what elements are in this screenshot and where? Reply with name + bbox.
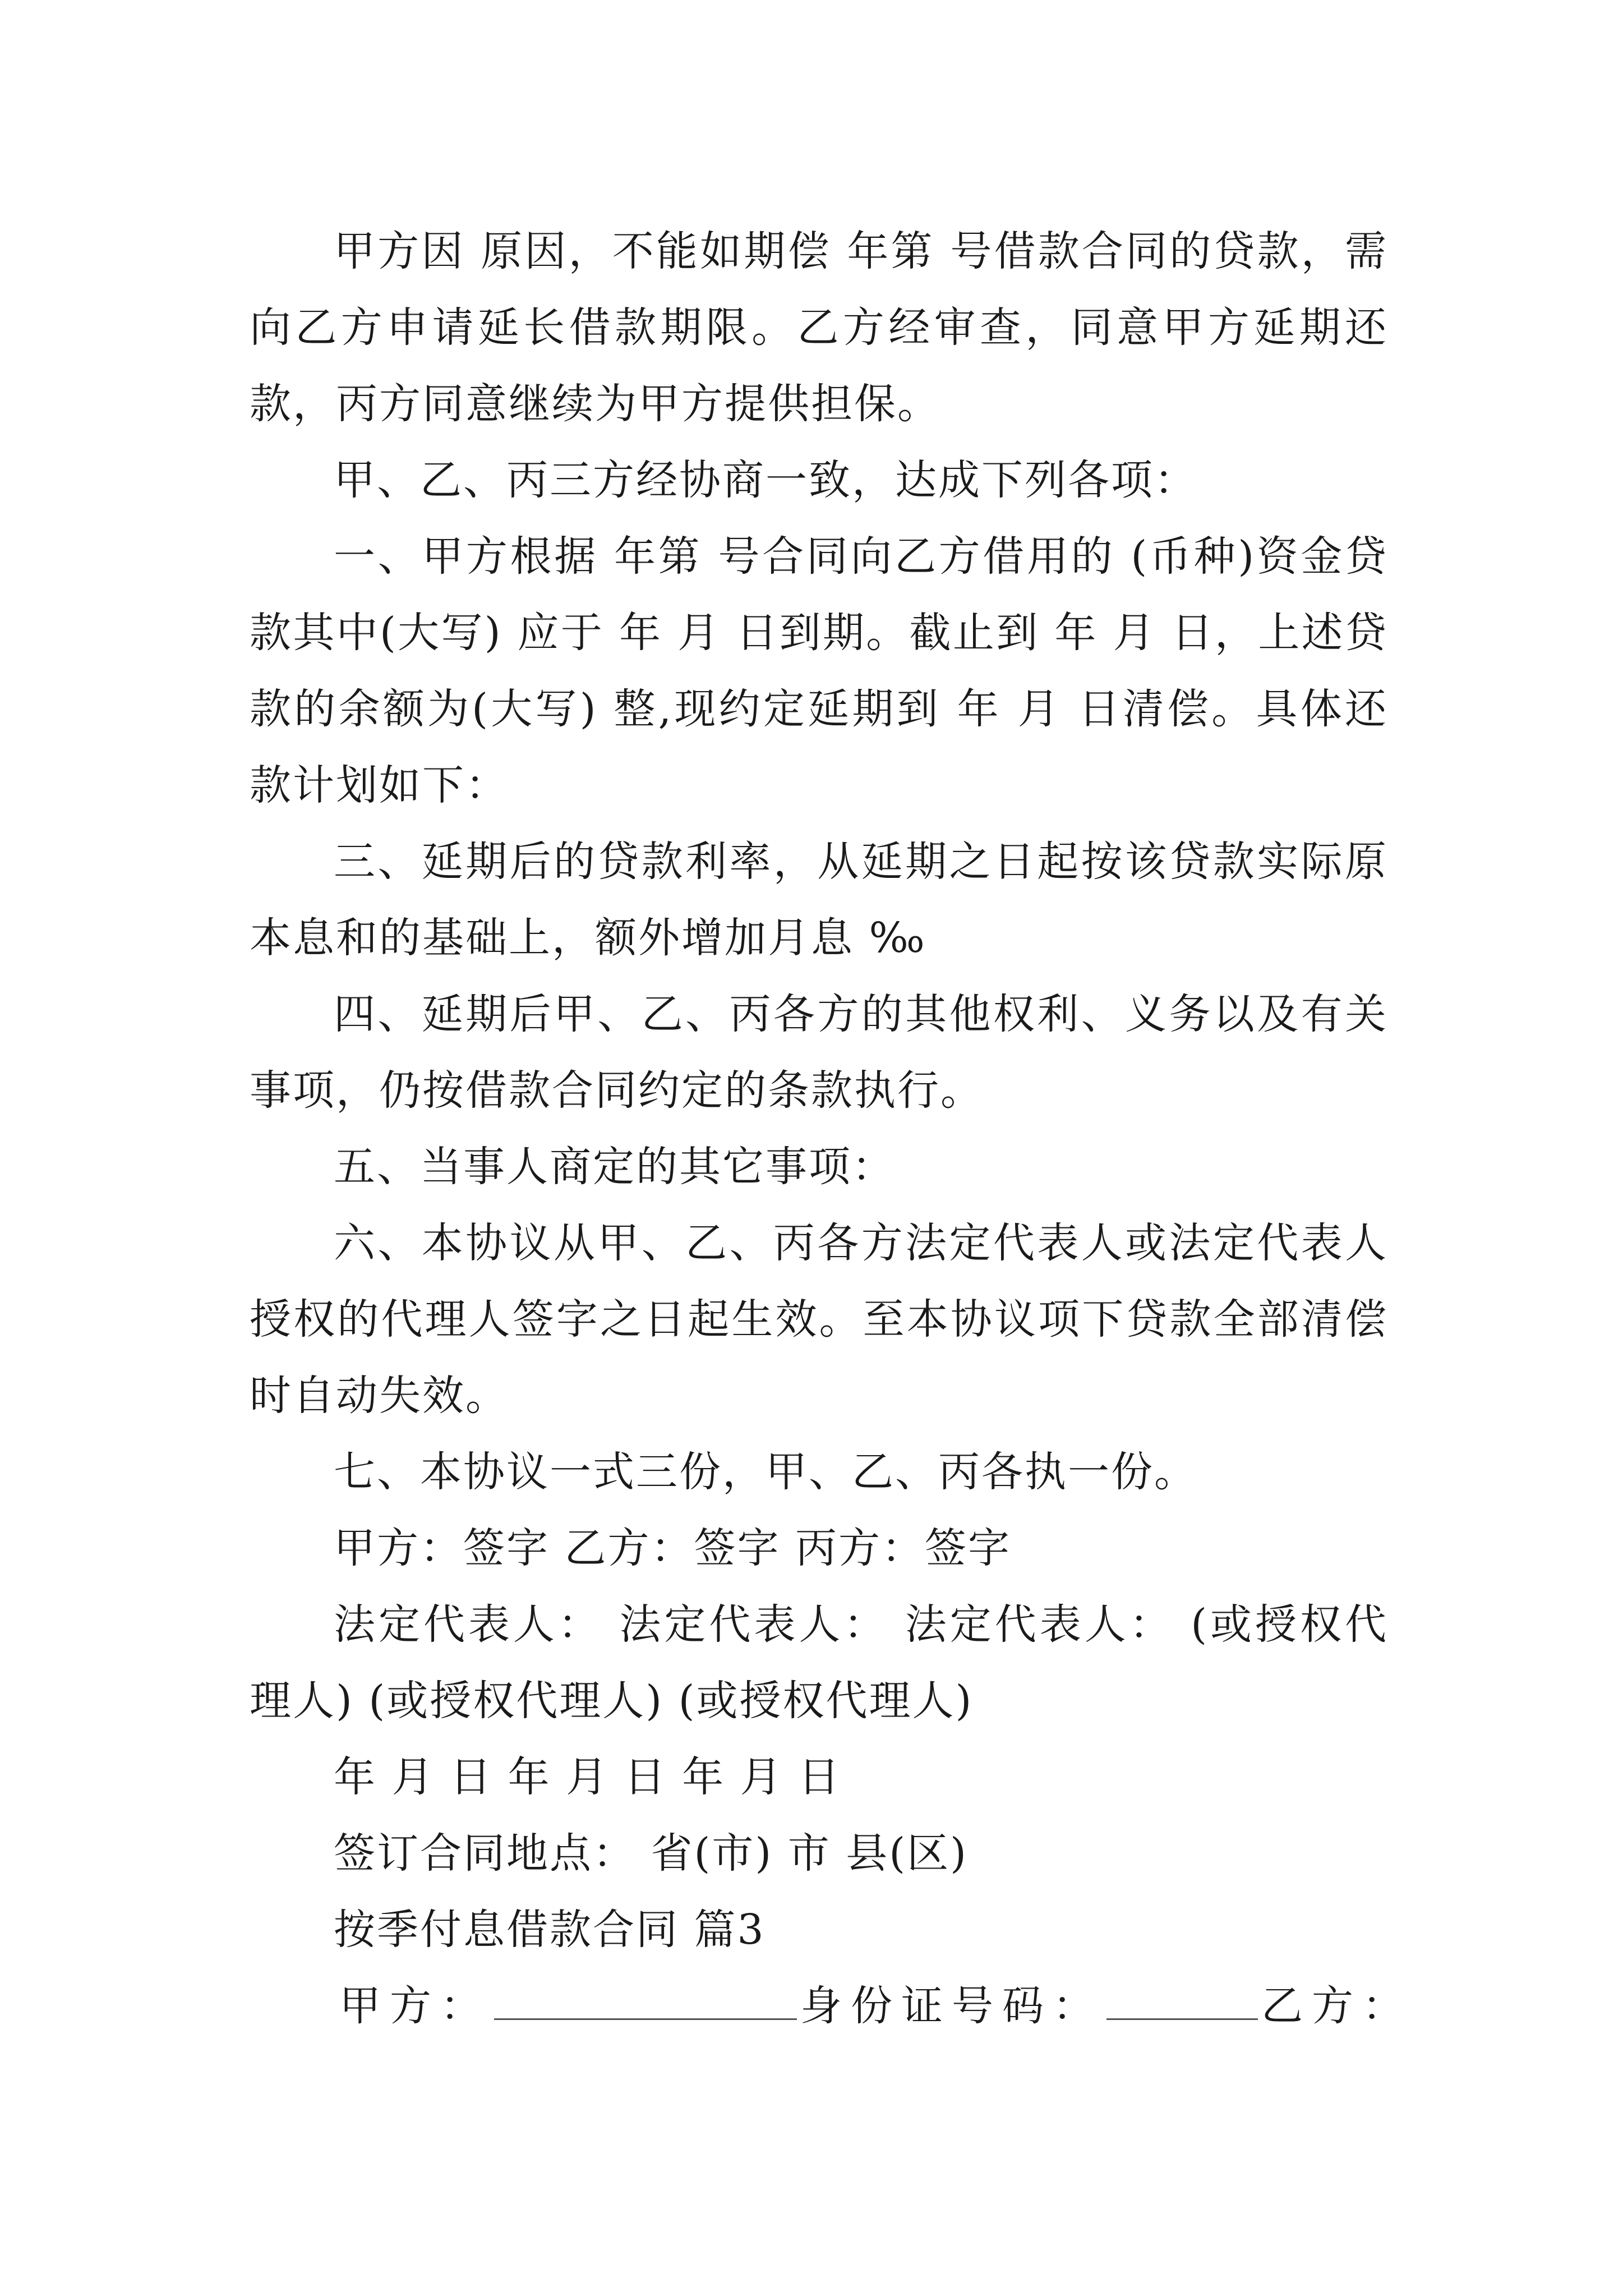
party-info-line [250,1968,1413,2044]
paragraph-signatures: 甲方：签字 乙方：签字 丙方：签字 [334,1524,1012,1572]
paragraph-legal-representatives: 法定代表人： 法定代表人： 法定代表人： (或授权代理人) (或授权代理人) (或授权代理人) [250,1600,1388,1725]
party-b-label: 乙方： [1261,1982,1413,2030]
section-heading-contract-3: 按季付息借款合同 篇3 [334,1906,766,1954]
party-a-label: 甲方： [339,1982,491,2030]
paragraph-clause-6: 六、本协议从甲、乙、丙各方法定代表人或法定代表人授权的代理人签字之日起生效。至本协议项下贷款全部清偿时自动失效。 [250,1219,1388,1420]
paragraph-clause-7: 七、本协议一式三份，甲、乙、丙各执一份。 [334,1448,1197,1496]
paragraph-clause-3: 三、延期后的贷款利率，从延期之日起按该贷款实际原本息和的基础上，额外增加月息 ‰ [250,838,1388,962]
id-number-blank [1106,1985,1258,2020]
paragraph-clause-4: 四、延期后甲、乙、丙各方的其他权利、义务以及有关事项，仍按借款合同约定的条款执行。 [250,990,1388,1115]
paragraph-signing-dates: 年 月 日 年 月 日 年 月 日 [334,1753,842,1801]
paragraph-clause-5: 五、当事人商定的其它事项： [334,1143,895,1191]
document-page [250,213,1413,2044]
paragraph-signing-place: 签订合同地点： 省(市) 市 县(区) [334,1829,969,1878]
paragraph-clause-1: 一、甲方根据 年第 号合同向乙方借用的 (币种)资金贷款其中(大写) 应于 年 月 日到期。截止到 年 月 日，上述贷款的余额为(大写) 整,现约定延期到 年 月 日清偿。具体还款计划如下： [250,532,1388,809]
paragraph-agreement-intro: 甲、乙、丙三方经协商一致，达成下列各项： [334,456,1197,504]
paragraph-extension-reason: 甲方因 原因，不能如期偿 年第 号借款合同的贷款，需向乙方申请延长借款期限。乙方经审查，同意甲方延期还款，丙方同意继续为甲方提供担保。 [250,227,1388,428]
id-number-label: 身份证号码： [800,1982,1103,2030]
party-a-blank [494,1985,797,2020]
